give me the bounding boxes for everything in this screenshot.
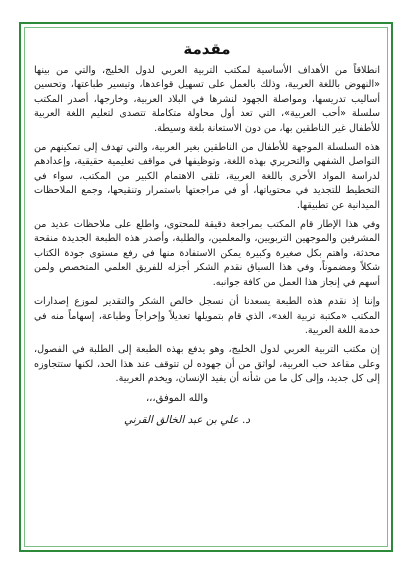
paragraph-2: هذه السلسلة الموجهة للأطفال من الناطقين بغير العربية، والتي تهدف إلى تمكينهم من التواصل الشفهي والتحريري بهذه اللغة، وتوظيفها في مواقف تعليمية حقيقية، وإعدادهم لدراسة المواد الأخرى باللغة العربية، تلقى الاهتمام الكبير من المكتب، سواء في التخطيط للتجديد في محتوياتها، أو في مراجعتها باستمرار وتنقيحها، وجمع الملاحظات الميدانية عن تطبيقها.	[34, 142, 380, 211]
page-title: مقدمة	[183, 40, 231, 58]
author-signature: د. علي بن عبد الخالق القرني	[124, 413, 250, 426]
closing-line: والله الموفق،،،	[145, 392, 209, 404]
document-body	[34, 40, 380, 428]
paragraph-5: إن مكتب التربية العربي لدول الخليج، وهو يدفع بهذه الطبعة إلى الطلبة في الفصول، وعلى مقاعد حب العربية، لواثق من أن جهوده لن تتوقف عند هذا الحد، لكنها ستتجاوزه إلى كل جديد، وإلى كل ما من شأنه أن يفيد الإنسان، ويخدم العربية.	[34, 344, 380, 385]
paragraph-1: انطلاقاً من الأهداف الأساسية لمكتب التربية العربي لدول الخليج، والتي من بينها «النهوض باللغة العربية، وذلك بالعمل على تسهيل قواعدها، وتيسير طباعتها، وتحسين أساليب تدريسها، ومواصلة الجهود لنشرها في البلاد العربية، وخارجها، أصدر المكتب سلسلة «أحب العربية»، التي تعد أول محاولة متكاملة تتصدى لتعليم اللغة العربية للأطفال غير الناطقين بها، من دون الاستعانة بلغة وسيطة.	[34, 65, 380, 134]
paragraph-3: وفي هذا الإطار قام المكتب بمراجعة دقيقة للمحتوى، واطلع على ملاحظات عديد من المشرفين والموجهين التربويين، والمعلمين، والطلبة، وأصدر هذه الطبعة الجديدة منقحة محدثة، واهتم بكل صغيرة وكبيرة يمكن الاستفادة منها في رفع مستوى جودة الكتاب شكلاً ومضموناً، وفي هذا السياق نقدم الشكر أجزله للفريق العلمي المتخصص ولمن أسهم في إنجاز هذا العمل من كافة جوانبه.	[34, 219, 380, 288]
paragraph-4: وإننا إذ نقدم هذه الطبعة يسعدنا أن نسجل خالص الشكر والتقدير لموزع إصدارات المكتب «مكتبة تربية الغد»، الذي قام بتمويلها تعديلاً وإخراجاً وطباعة، إسهاماً منه في خدمة اللغة العربية.	[34, 296, 380, 336]
